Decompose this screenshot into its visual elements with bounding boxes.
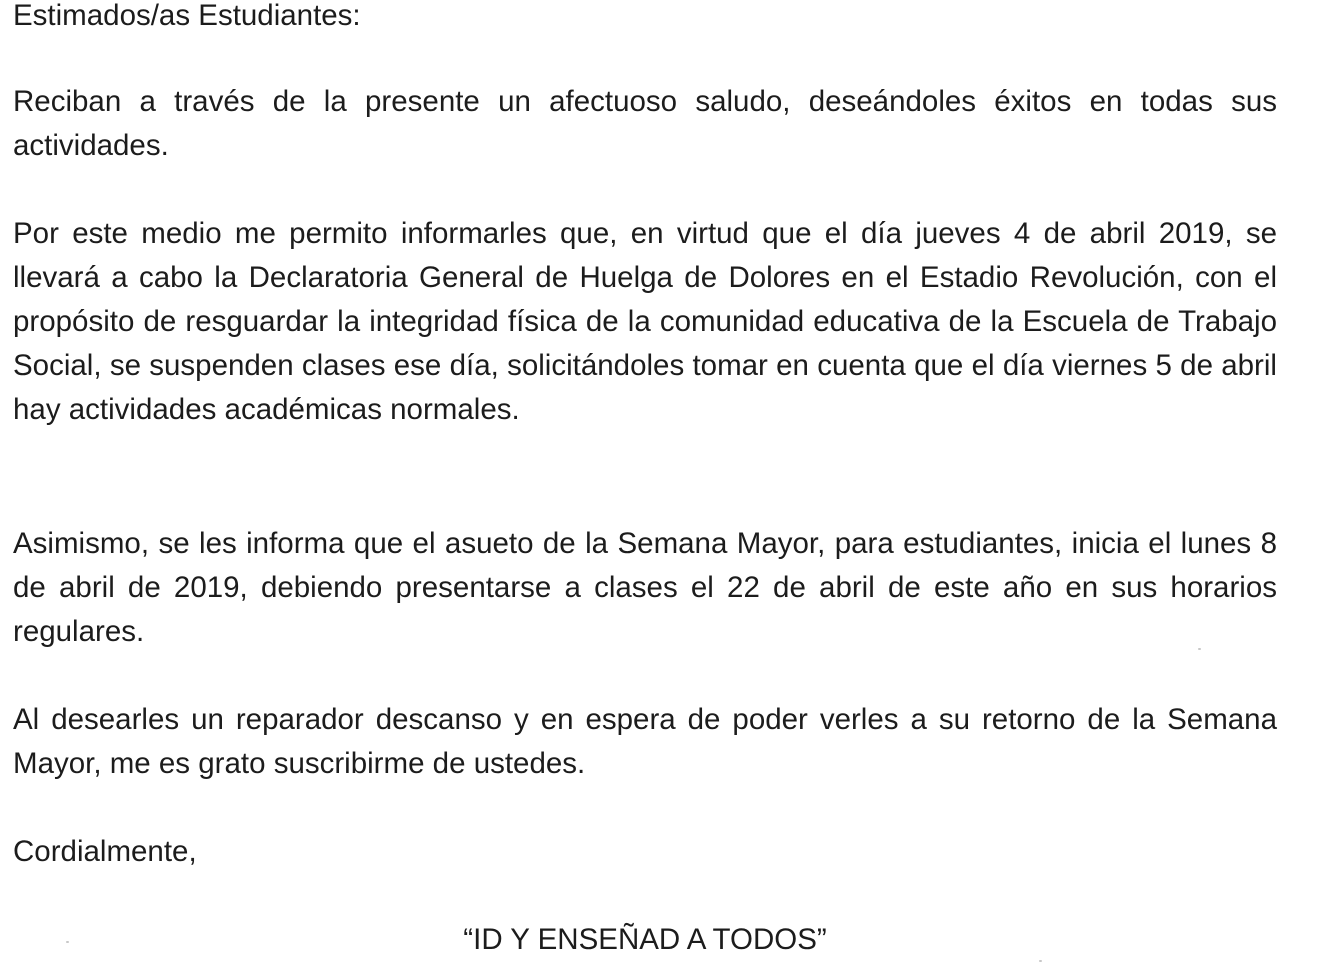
paragraph-greeting-wishes: Reciban a través de la presente un afectuoso saludo, deseándoles éxitos en todas sus actividades. [13,85,1277,162]
paragraph-holy-week-break: Asimismo, se les informa que el asueto de la Semana Mayor, para estudiantes, inicia el lunes 8 de abril de 2019, debiendo presentarse a clases el 22 de abril de este año en sus horarios regulares. [13,527,1277,648]
letter-greeting: Estimados/as Estudiantes: [13,0,361,32]
paragraph-farewell: Al desearles un reparador descanso y en espera de poder verles a su retorno de la Semana Mayor, me es grato suscribirme de ustedes. [13,703,1277,780]
scan-speck [1198,648,1201,650]
paragraph-class-suspension: Por este medio me permito informarles que, en virtud que el día jueves 4 de abril 2019, se llevará a cabo la Declaratoria General de Huelga de Dolores en el Estadio Revolución, con el propósito de resguardar la integridad física de la comunidad educativa de la Escuela de Trabajo Social, se suspenden clases ese día, solicitándoles tomar en cuenta que el día viernes 5 de abril hay actividades académicas normales. [13,217,1277,426]
letter-motto: “ID Y ENSEÑAD A TODOS” [463,923,827,956]
scan-speck [1039,960,1042,962]
letter-closing: Cordialmente, [13,835,197,868]
scan-speck [66,941,69,943]
